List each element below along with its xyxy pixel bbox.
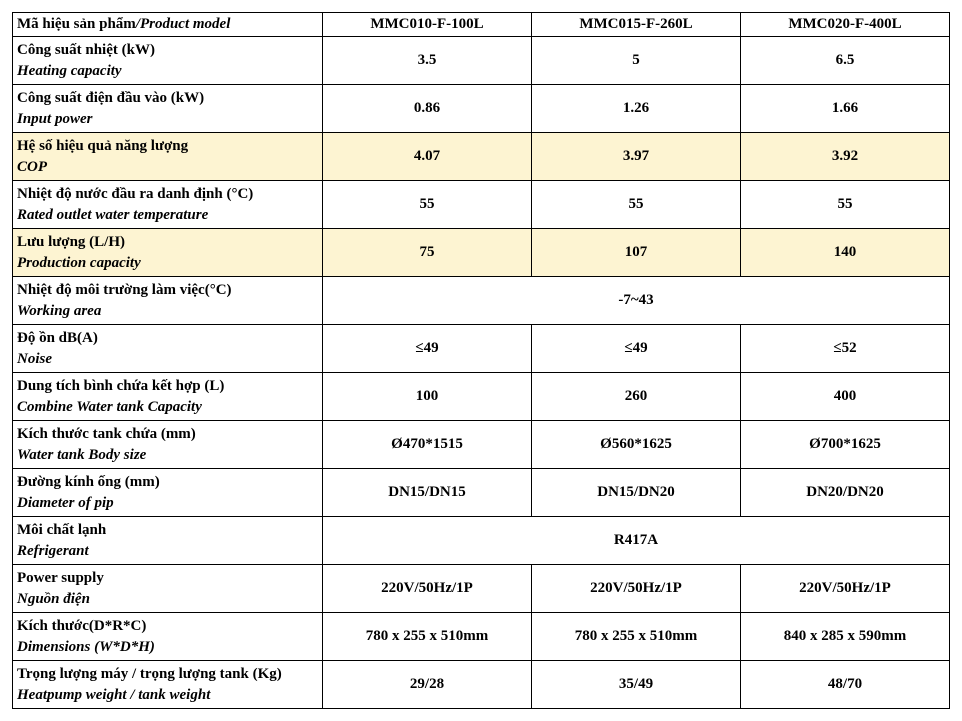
value-cell: 1.66 [741,85,950,133]
row-label-en: Input power [17,110,93,127]
row-label [13,469,323,517]
row-power-supply [13,565,950,613]
row-label [13,229,323,277]
row-label [13,277,323,325]
value-cell: 840 x 285 x 590mm [741,613,950,661]
row-label-en: Water tank Body size [17,446,147,463]
row-label-en: Rated outlet water temperature [17,206,209,223]
row-label [13,37,323,85]
value-cell: 400 [741,373,950,421]
header-row [13,13,950,37]
row-tank-capacity [13,373,950,421]
value-cell: 4.07 [323,133,532,181]
value-cell: 0.86 [323,85,532,133]
value-cell: ≤52 [741,325,950,373]
row-label [13,325,323,373]
row-label-vi: Nhiệt độ nước đầu ra danh định (°C) [17,185,254,202]
value-cell: Ø700*1625 [741,421,950,469]
row-noise [13,325,950,373]
value-cell: 55 [323,181,532,229]
value-cell: 140 [741,229,950,277]
value-cell: 1.26 [532,85,741,133]
header-label-vi: Mã hiệu sản phẩm [17,16,136,32]
row-label-en: Diameter of pip [17,494,114,511]
row-label-vi: Công suất điện đầu vào (kW) [17,89,205,106]
row-label-vi: Lưu lượng (L/H) [17,233,125,250]
model-header: MMC015-F-260L [532,13,741,37]
value-cell: 260 [532,373,741,421]
row-label-en: Nguồn điện [17,590,90,607]
row-outlet-temperature [13,181,950,229]
value-cell: 3.92 [741,133,950,181]
value-cell: DN20/DN20 [741,469,950,517]
value-cell: Ø470*1515 [323,421,532,469]
row-cop [13,133,950,181]
row-pipe-diameter [13,469,950,517]
merged-value-cell: R417A [323,517,950,565]
value-cell: DN15/DN20 [532,469,741,517]
row-label [13,85,323,133]
row-heating-capacity [13,37,950,85]
header-label-en: /Product model [135,16,231,32]
row-label [13,565,323,613]
row-label-en: Refrigerant [17,542,89,559]
value-cell: 107 [532,229,741,277]
value-cell: 35/49 [532,661,741,709]
row-label [13,373,323,421]
row-label-vi: Nhiệt độ môi trường làm việc(°C) [17,281,232,298]
row-label-vi: Độ ồn dB(A) [17,329,98,346]
row-label-vi: Môi chất lạnh [17,521,107,538]
row-refrigerant [13,517,950,565]
value-cell: 6.5 [741,37,950,85]
row-tank-body-size [13,421,950,469]
merged-value-cell: -7~43 [323,277,950,325]
row-label [13,517,323,565]
row-label-en: Heatpump weight / tank weight [17,686,211,703]
row-label [13,133,323,181]
value-cell: ≤49 [323,325,532,373]
spec-table [12,12,950,709]
row-label-en: Production capacity [17,254,141,271]
row-working-area [13,277,950,325]
row-label-vi: Power supply [17,569,104,586]
value-cell: 5 [532,37,741,85]
value-cell: 75 [323,229,532,277]
value-cell: 55 [741,181,950,229]
row-label-vi: Kích thước tank chứa (mm) [17,425,196,442]
row-label-vi: Trọng lượng máy / trọng lượng tank (Kg) [17,665,282,682]
row-label-en: COP [17,158,47,175]
value-cell: 220V/50Hz/1P [323,565,532,613]
value-cell: 220V/50Hz/1P [532,565,741,613]
model-header: MMC020-F-400L [741,13,950,37]
row-label [13,661,323,709]
row-label-en: Dimensions (W*D*H) [17,638,155,655]
row-label-en: Heating capacity [17,62,122,79]
value-cell: 48/70 [741,661,950,709]
value-cell: 3.5 [323,37,532,85]
row-dimensions [13,613,950,661]
value-cell: DN15/DN15 [323,469,532,517]
header-label-cell [13,13,323,37]
value-cell: 29/28 [323,661,532,709]
value-cell: ≤49 [532,325,741,373]
model-header: MMC010-F-100L [323,13,532,37]
row-label-en: Working area [17,302,102,319]
value-cell: 220V/50Hz/1P [741,565,950,613]
row-weight [13,661,950,709]
row-label-en: Combine Water tank Capacity [17,398,202,415]
row-label-vi: Công suất nhiệt (kW) [17,41,155,58]
row-label-vi: Kích thước(D*R*C) [17,617,147,634]
value-cell: 780 x 255 x 510mm [323,613,532,661]
row-label-vi: Hệ số hiệu quả năng lượng [17,137,189,154]
value-cell: 780 x 255 x 510mm [532,613,741,661]
value-cell: Ø560*1625 [532,421,741,469]
row-label-vi: Dung tích bình chứa kết hợp (L) [17,377,225,394]
row-label [13,181,323,229]
value-cell: 100 [323,373,532,421]
value-cell: 3.97 [532,133,741,181]
row-input-power [13,85,950,133]
row-label-vi: Đường kính ống (mm) [17,473,160,490]
value-cell: 55 [532,181,741,229]
row-label [13,613,323,661]
row-label-en: Noise [17,350,52,367]
row-label [13,421,323,469]
row-production-capacity [13,229,950,277]
